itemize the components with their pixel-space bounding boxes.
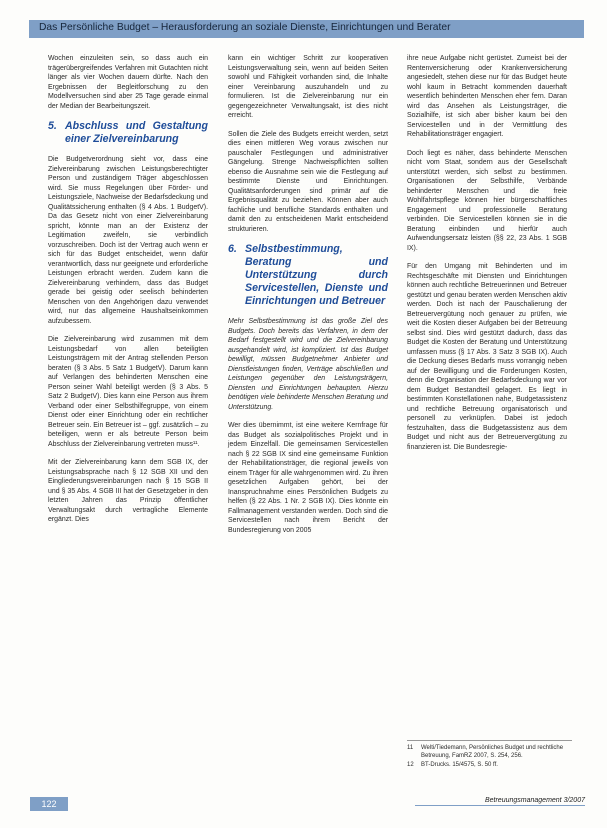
section-heading-5 — [48, 120, 208, 146]
text-column-middle — [228, 54, 388, 544]
header-bar — [29, 20, 584, 38]
journal-footer: Betreuungsmanagement 3/2007 — [415, 797, 585, 806]
section-title: Selbstbestimmung, Beratung und Unterstützung durch Servicestellen, Dienste und Einrichtungen und Betreuer — [245, 243, 388, 307]
page-number: 122 — [30, 797, 68, 811]
section-heading-6 — [228, 243, 388, 308]
footnote-text: Welti/Tiedemann, Persönliches Budget und rechtliche Betreuung, FamRZ 2007, S. 254, 256. — [421, 745, 564, 759]
paragraph: Die Zielvereinbarung wird zusammen mit dem Leistungsbedarf von allen beteiligten Leistungsträgern mit der Antrag stellenden Person beraten (§ 3 Abs. 5 Satz 1 BudgetV). Darum kann auf Verlangen des behinderten Menschen eine Person seiner Wahl beteiligt werden (§ 3 Abs. 5 Satz 2 BudgetV). Dies kann eine Person aus ihrem Verband oder einer Selbsthilfegruppe, von einem Dienst oder einer Einrichtung oder ein rechtlicher Betreuer sein. Ein Betreuer ist – ggf. zusätzlich – zu beteiligen, wenn er als betreute Person beim Abschluss der Zielvereinbarung vertreten muss¹¹. — [48, 336, 208, 448]
footnote-number: 12 — [407, 762, 414, 768]
section-number: 5. — [48, 120, 57, 132]
paragraph: Für den Umgang mit Behinderten und im Rechtsgeschäfte mit Diensten und Einrichtungen können auch rechtliche Betreuerinnen und Betreuer gestützt und genau beraten werden Menschen aktiv werden. Doch ist nach der Pauschalierung der Betreuervergütung noch genauer zu prüfen, wie weit die Kosten dieser Aufgaben bei der Betreuung selbst sind. Dies wird gestützt dadurch, dass das Budget die Kosten der Beratung und Unterstützung umfassen muss (§ 17 Abs. 3 Satz 3 SGB IX). Auch die Deckung dieses Bedarfs muss vorrangig neben auf der Bewilligung und die Forderungen Kosten, denn die Organisation der Bedarfsdeckung war vor dem Budget Bestandteil gelagert. Es liegt in bestimmten Konstellationen nahe, Budgetassistenz und rechtliche Betreuung organisatorisch und personell zu verknüpfen. Dabei ist jedoch festzuhalten, dass die Budgetassistenz aus dem Budget und nicht aus der Betreuervergütung zu finanzieren ist. Die Bundesregie- — [407, 263, 567, 451]
paragraph: kann ein wichtiger Schritt zur kooperativen Leistungsverwaltung sein, wenn auf beiden Seiten sowohl und Fähigkeit vorhanden sind, die Inhalte einer Vereinbarung auszuhandeln und zu formulieren. Ist die Zielvereinbarung nur ein gegengezeichneter Verwaltungsakt, ist dies nicht erreicht. — [228, 55, 388, 119]
footnote-number: 11 — [407, 745, 414, 751]
running-header: Das Persönliche Budget – Herausforderung an soziale Dienste, Einrichtungen und Berater — [39, 22, 451, 33]
paragraph: Wochen einzuleiten sein, so dass auch ein trägerübergreifendes Verfahren mit Gutachten nicht länger als vier Wochen dauern dürfte. Nach den Ergebnissen der Begleitforschung zu den Modellversuchen sind aber 25 Tage gerade einmal der Median der Bearbeitungszeit. — [48, 55, 208, 110]
paragraph: Sollen die Ziele des Budgets erreicht werden, setzt dies einen mittleren Weg voraus zwischen nur pauschaler Festlegungen und administrativer Gängelung. Strenge Nachweispflichten sollten ebenso die Ausnahme sein wie die Festlegung auf bestimmte Dienste und Einrichtungen. Qualitätsanforderungen sind primär auf die Ergebnisqualität zu beziehen. Können aber auch fachliche und berufliche Standards enthalten und damit den zu entscheidenen Markt entscheidend strukturieren. — [228, 130, 388, 233]
footnote — [407, 744, 572, 760]
text-column-left — [48, 54, 208, 534]
paragraph: ihre neue Aufgabe nicht gerüstet. Zumeist bei der Rentenversicherung oder Krankenversicherung angesiedelt, stehen diese nur für das Budget heute wohl kaum in Betracht kommenden dauerhaft wesentlich behinderten Menschen eher fern. Daran wird das Ansehen als Leistungsträger, die Sozialhilfe, ist sich aber bisher kaum bei den Servicestellen und in der Vermittlung des Rehabilitationsträger engagiert. — [407, 55, 567, 138]
paragraph: Wer dies übernimmt, ist eine weitere Kernfrage für das Budget als sozialpolitisches Projekt und in jedem Einzelfall. Die gemeinsamen Servicestellen nach § 22 SGB IX sind eine gemeinsame Funktion der Rehabilitationsträger, die regional jeweils von einem Träger für alle wahrgenommen wird. Zu ihren gesetzlichen Aufgaben gehört, bei der Inanspruchnahme eines Persönlichen Budgets zu helfen (§ 22 Abs. 1 Nr. 2 SGB IX). Dies könnte ein Fallmanagement verstanden werden. Doch sind die Servicestellen nach ihrem Bericht der Bundesregierung von 2005 — [228, 422, 388, 534]
footnote-text: BT-Drucks. 15/4575, S. 50 ff. — [421, 762, 498, 768]
text-column-right — [407, 54, 567, 461]
section-title: Abschluss und Gestaltung einer Zielvereinbarung — [65, 120, 208, 145]
footnotes — [407, 740, 572, 770]
footnote — [407, 761, 572, 769]
paragraph: Mehr Selbstbestimmung ist das große Ziel des Budgets. Doch bereits das Verfahren, in dem der Bedarf festgestellt wird und die Zielvereinbarung ausgehandelt wird, ist kompliziert. Ist das Budget bewilligt, müssen Budgetnehmer Anbieter und Dienstleistungen finden, Verträge abschließen und Leistungen gegenüber den Leistungsträgern, Diensten und Einrichtungen behaupten. Hierzu benötigen viele behinderte Menschen Beratung und Unterstützung. — [228, 318, 388, 411]
paragraph: Die Budgetverordnung sieht vor, dass eine Zielvereinbarung zwischen Leistungsberechtigter Person und zuständigem Träger abgeschlossen wird. Sie muss Regelungen über Förder- und Leistungsziele, Nachweise der Bedarfsdeckung und Qualitätssicherung enthalten (§ 4 Abs. 1 BudgetV). Da das Gesetz nicht von einer Zielvereinbarung spricht, könnte man an der Existenz der Legitimation zweifeln, sie verbindlich vorzuschreiben. Doch ist der Vertrag auch wenn er sich für das Budget entscheidet, wenn dafür verantwortlich, dass nur geeignete und erforderliche Leistungen erbracht werden. Zudem kann die Zielvereinbarung verhindern, dass das Budget gerade bei geistig oder seelisch behinderten Menschen von den Angehörigen dazu verwendet wird, nur das allgemeine Haushaltseinkommen aufzubessern. — [48, 156, 208, 325]
paragraph: Mit der Zielvereinbarung kann dem SGB IX, der Leistungsabsprache nach § 12 SGB XII und den Eingliederungsvereinbarungen nach § 15 SGB II und § 35 Abs. 4 SGB III hat der Gesetzgeber in den letzten Jahren das Prinzip öffentlicher Verwaltungsakt durch vertragliche Elemente ergänzt. Dies — [48, 459, 208, 523]
paragraph: Doch liegt es näher, dass behinderte Menschen nicht vom Staat, sondern aus der Gesellschaft unterstützt werden, sich selbst zu bestimmen. Organisationen der Selbsthilfe, Verbände behinderter Menschen und die freie Wohlfahrtspflege können hier bürgerschaftliches Engagement und professionelle Beratung verbinden. Die Servicestellen können sie in die Beratung einbinden und hierfür auch Aufwendungsersatz leisten (§§ 22, 23 Abs. 1 SGB IX). — [407, 149, 567, 252]
section-number: 6. — [228, 243, 237, 255]
